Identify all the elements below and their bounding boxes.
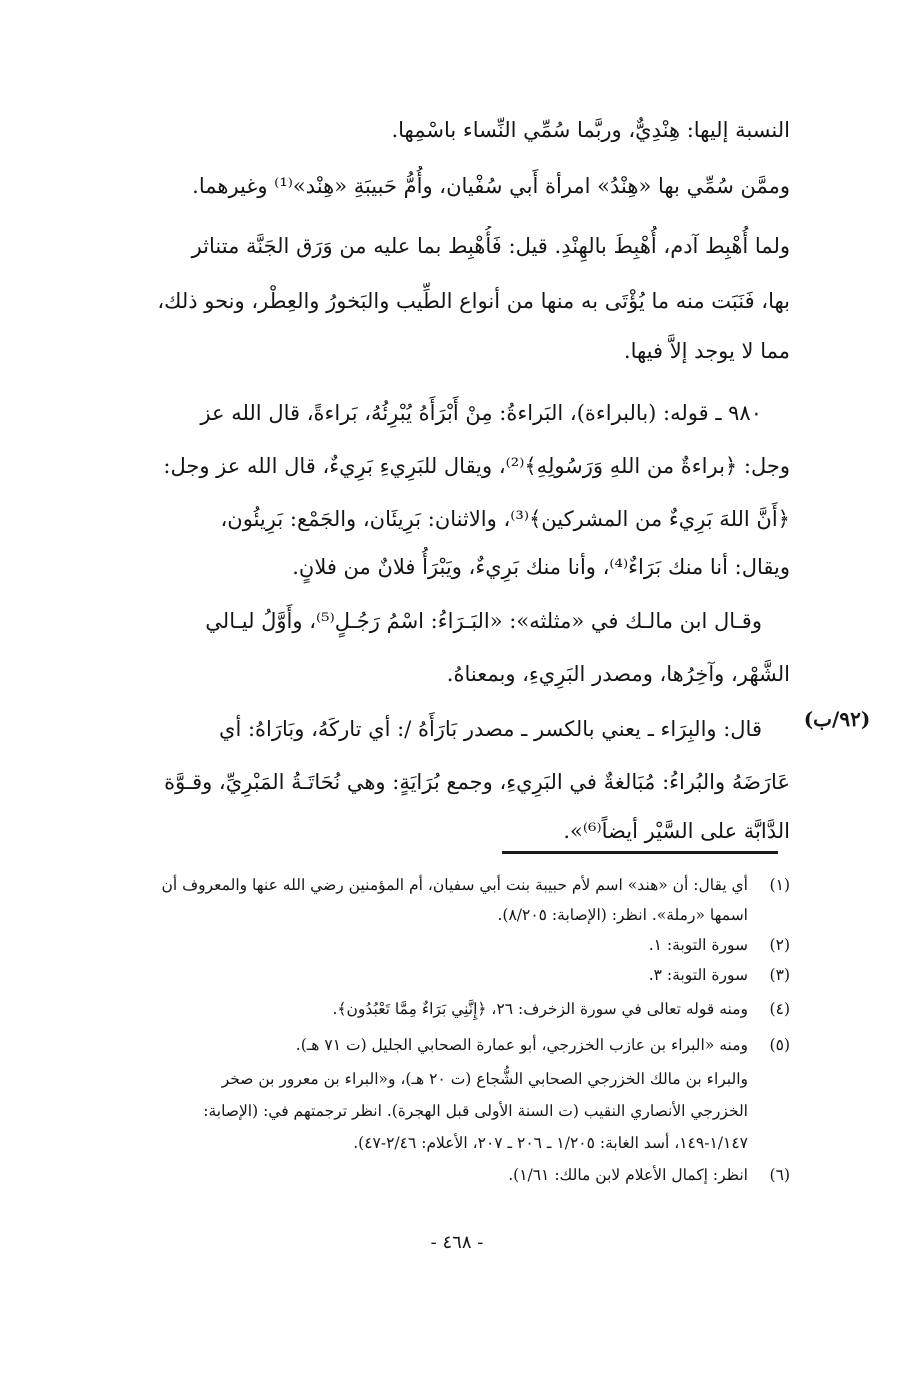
- main-line: وقـال ابن مالـك في «مثلثه»: «البَـرَاءُ: اسْمُ رَجُـلٍ⁽⁵⁾، وأَوَّلُ ليـالي: [205, 609, 762, 633]
- footnote-text: ١/١٤٧-١٤٩، أسد الغابة: ١/٢٠٥ ـ ٢٠٦ ـ ٢٠٧، الأعلام: ٢/٤٦-٤٧).: [353, 1134, 748, 1152]
- footnote-continuation: [90, 900, 790, 930]
- footnote: [90, 994, 790, 1024]
- footnote-text: ومنه «البراء بن عازب الخزرجي، أبو عمارة الصحابي الجليل (ت ٧١ هـ).: [295, 1036, 748, 1054]
- main-line: قال: والبِرَاء ـ يعني بالكسر ـ مصدر بَارَأَهُ /: أي تاركَهُ، وبَارَاهُ: أي: [219, 717, 762, 741]
- main-line: الدَّابَّة على السَّيْر أيضاً⁽⁶⁾».: [563, 819, 790, 843]
- footnote-text: سورة التوبة: ٣.: [648, 966, 748, 984]
- footnote-number: (٦): [769, 1166, 790, 1184]
- main-line: وجل: ﴿براءةٌ من اللهِ وَرَسُولِهِ﴾⁽²⁾، ويقال للبَرِيءِ بَرِيءٌ، قال الله عز وجل:: [163, 454, 790, 478]
- footnote-text: الخزرجي الأنصاري النقيب (ت السنة الأولى قبل الهجرة). انظر ترجمتهم في: (الإصابة:: [203, 1102, 748, 1120]
- footnote-number: (٣): [769, 966, 790, 984]
- main-line: الشَّهْر، وآخِرُها، ومصدر البَرِيءِ، وبمعناهُ.: [446, 662, 790, 686]
- footnote-continuation: [90, 1128, 790, 1158]
- main-line: مما لا يوجد إلاَّ فيها.: [623, 339, 790, 363]
- footnote-text: سورة التوبة: ١.: [648, 936, 748, 954]
- main-line: ٩٨٠ ـ قوله: (بالبراءة)، البَراءةُ: مِنْ أَبْرَأَهُ يُبْرِئُهُ، بَراءةً، قال الله عز: [200, 401, 762, 425]
- page-number: - ٤٦٨ -: [430, 1232, 484, 1253]
- footnote-number: (٥): [769, 1036, 790, 1054]
- main-line: ولما أُهْبِط آدم، أُهْبِطَ بالهِنْدِ. قيل: فَأُهْبِط بما عليه من وَرَق الجَنَّة متناثر: [191, 234, 790, 258]
- footnote-text: انظر: إكمال الأعلام لابن مالك: ١/٦١).: [508, 1166, 748, 1184]
- footnote-continuation: [90, 1064, 790, 1094]
- footnote: [90, 1160, 790, 1190]
- footnote: [90, 960, 790, 990]
- main-line: بها، فَنَبَت منه ما يُؤْتَى به منها من أنواع الطِّيب والبَخورُ والعِطْر، ونحو ذلك،: [157, 289, 790, 313]
- footnote: [90, 1030, 790, 1060]
- footnote-number: (١): [769, 876, 790, 894]
- footnote-text: ومنه قوله تعالى في سورة الزخرف: ٢٦، ﴿إِنَّنِي بَرَاءٌ مِمَّا تَعْبُدُون﴾.: [332, 1000, 748, 1018]
- footnote: [90, 930, 790, 960]
- footnote-number: (٢): [769, 936, 790, 954]
- footnote: [90, 870, 790, 900]
- main-line: النسبة إليها: هِنْدِيٌّ، وربَّما سُمِّي النِّساء باسْمِها.: [391, 118, 790, 142]
- footnote-text: اسمها «رملة». انظر: (الإصابة: ٨/٢٠٥).: [497, 906, 748, 924]
- footnote-number: (٤): [769, 1000, 790, 1018]
- footnote-separator: [502, 851, 778, 854]
- folio-margin-note: (٩٢/ب): [803, 707, 871, 731]
- main-line: ﴿أَنَّ اللهَ بَرِيءٌ من المشركين﴾⁽³⁾، والاثنان: بَرِيئَان، والجَمْع: بَرِيئُون،: [220, 507, 790, 531]
- main-line: عَارَضَهُ والبُراءُ: مُبَالغةٌ في البَرِيءِ، وجمع بُرَايَةٍ: وهي نُحَاتَـةُ المَبْرِيِّ، وقـوَّة: [164, 770, 790, 794]
- footnote-text: والبراء بن مالك الخزرجي الصحابي الشُّجاع (ت ٢٠ هـ)، و«البراء بن معرور بن صخر: [221, 1070, 748, 1088]
- main-line: وممَّن سُمِّي بها «هِنْدُ» امرأة أَبي سُفْيان، وأُمُّ حَبيبَةِ «هِنْد»⁽¹⁾ وغيرهما.: [192, 174, 790, 198]
- main-line: ويقال: أنا منك بَرَاءٌ⁽⁴⁾، وأنا منك بَرِيءٌ، ويَبْرَأُ فلانٌ من فلانٍ.: [292, 555, 790, 579]
- footnote-continuation: [90, 1096, 790, 1126]
- footnote-text: أي يقال: أن «هند» اسم لأم حبيبة بنت أبي سفيان، أم المؤمنين رضي الله عنها والمعروف أن: [161, 876, 748, 894]
